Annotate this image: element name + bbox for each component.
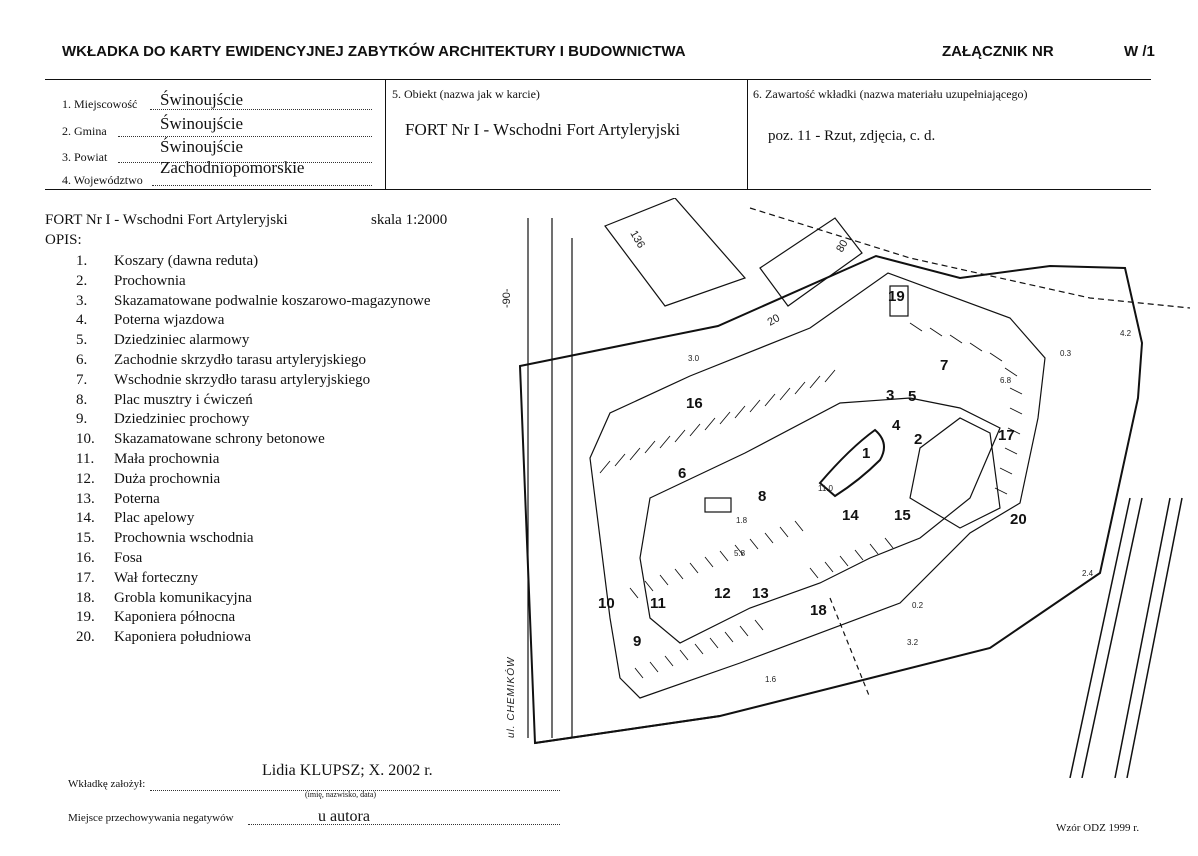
- elevation-label: 6.8: [1000, 376, 1012, 385]
- map-number-15: 15: [894, 507, 911, 524]
- field-powiat-label: 3. Powiat: [62, 150, 108, 164]
- contents-label: 6. Zawartość wkładki (nazwa materiału uzupełniającego): [753, 87, 1028, 101]
- east-terrace-hatching: [910, 323, 1022, 494]
- legend-item-number: 11.: [76, 451, 95, 467]
- field-miejscowosc-value: Świnoujście: [160, 90, 244, 109]
- legend-item: [76, 272, 186, 291]
- legend-item-text: Skazamatowane schrony betonowe: [114, 431, 325, 448]
- legend-item-text: Mała prochownia: [114, 451, 220, 467]
- legend-item-number: 4.: [76, 312, 88, 329]
- elevation-label: 20: [765, 312, 783, 329]
- legend-item: [76, 608, 235, 627]
- legend-item-number: 9.: [76, 411, 88, 428]
- elevation-label: 5.8: [734, 549, 746, 558]
- legend-item-number: 2.: [76, 272, 88, 289]
- legend-item-number: 20.: [76, 629, 95, 646]
- road-block-east: [760, 218, 862, 306]
- storage-label: Miejsce przechowywania negatywów: [68, 812, 234, 824]
- legend-item: [76, 292, 431, 311]
- legend-item-number: 5.: [76, 332, 88, 349]
- legend-item: [76, 371, 370, 390]
- map-number-7: 7: [940, 357, 949, 374]
- map-number-20: 20: [1010, 511, 1027, 528]
- legend-item-text: Fosa: [114, 550, 143, 566]
- elevation-label: 3.2: [907, 638, 919, 647]
- field-wojewodztwo-value: Zachodniopomorskie: [160, 158, 305, 177]
- east-terrace-outline: [910, 418, 1000, 528]
- map-number-5: 5: [908, 388, 917, 405]
- south-boundary: [535, 716, 720, 743]
- attachment-label: ZAŁĄCZNIK NR: [942, 43, 1054, 60]
- plan-title: FORT Nr I - Wschodni Fort Artyleryjski: [45, 212, 288, 228]
- legend-item-number: 12.: [76, 470, 95, 487]
- legend-item: [76, 331, 249, 350]
- map-number-4: 4: [892, 417, 901, 434]
- legend-item-number: 19.: [76, 609, 95, 626]
- map-number-16: 16: [686, 395, 703, 412]
- legend-item-number: 6.: [76, 352, 88, 368]
- road-block-west: [605, 198, 745, 306]
- legend-item: [76, 589, 252, 608]
- legend-item: [76, 391, 253, 410]
- form-divider-2: [747, 79, 748, 189]
- legend-item-number: 17.: [76, 569, 95, 586]
- form-top-rule: [45, 79, 1151, 80]
- legend-item-text: Wał forteczny: [114, 569, 199, 586]
- legend-item-text: Plac musztry i ćwiczeń: [114, 391, 253, 408]
- map-number-9: 9: [633, 633, 642, 650]
- founder-label: Wkładkę założył:: [68, 778, 146, 790]
- legend-item-text: Dziedziniec prochowy: [114, 411, 250, 428]
- elevation-label: 3.0: [688, 354, 700, 363]
- storage-line: [248, 823, 560, 825]
- rail-line-3: [1115, 498, 1170, 778]
- form-bottom-rule: [45, 189, 1151, 190]
- map-number-2: 2: [914, 431, 923, 448]
- legend-item-text: Prochownia wschodnia: [114, 530, 254, 547]
- legend-item-text: Koszary (dawna reduta): [114, 253, 259, 269]
- field-gmina-label: 2. Gmina: [62, 124, 107, 138]
- object-label: 5. Obiekt (nazwa jak w karcie): [392, 87, 540, 101]
- legend-item-text: Poterna: [114, 490, 160, 507]
- legend-item: [76, 628, 251, 647]
- sheet-number: W /1: [1124, 43, 1155, 60]
- map-number-1: 1: [862, 445, 871, 462]
- elevation-label: 11.0: [818, 484, 833, 493]
- legend-item-text: Plac apelowy: [114, 510, 195, 527]
- map-number-17: 17: [998, 427, 1015, 444]
- legend-item-text: Kaponiera południowa: [114, 629, 252, 646]
- map-number-19: 19: [888, 288, 905, 305]
- elevation-label: 80: [834, 237, 851, 255]
- legend-item-text: Zachodnie skrzydło tarasu artyleryjskiego: [114, 352, 366, 368]
- moat-hatching: [635, 620, 763, 678]
- legend-item: [76, 549, 142, 568]
- legend-item-number: 7.: [76, 371, 88, 388]
- west-terrace-hatching: [600, 370, 835, 473]
- legend-item-text: Kaponiera północna: [114, 609, 236, 626]
- legend-item: [76, 450, 219, 469]
- elevation-label: 1.8: [736, 516, 748, 525]
- legend-item: [76, 490, 160, 509]
- map-number-12: 12: [714, 585, 731, 602]
- field-wojewodztwo-label: 4. Województwo: [62, 173, 143, 187]
- plan-scale: skala 1:2000: [371, 212, 448, 228]
- site-boundary: [520, 256, 1142, 743]
- rail-line-2: [1082, 498, 1142, 778]
- legend-item: [76, 470, 220, 489]
- elevation-label: 136: [627, 228, 647, 251]
- form-divider-1: [385, 79, 386, 189]
- legend-item-text: Prochownia: [114, 272, 186, 289]
- field-miejscowosc-label: 1. Miejscowość: [62, 97, 138, 111]
- legend-item-number: 16.: [76, 550, 95, 566]
- founder-value: Lidia KLUPSZ; X. 2002 r.: [262, 762, 433, 779]
- field-gmina-line: [118, 135, 372, 137]
- street-name: ul. CHEMIKÓW: [506, 656, 517, 738]
- legend-item-number: 3.: [76, 292, 88, 309]
- desc-label: OPIS:: [45, 232, 82, 248]
- legend-item-number: 13.: [76, 490, 95, 507]
- map-number-14: 14: [842, 507, 859, 524]
- legend-item-text: Wschodnie skrzydło tarasu artyleryjskiego: [114, 371, 371, 388]
- site-plan: [490, 198, 1198, 778]
- legend-item-text: Skazamatowane podwalnie koszarowo-magazynowe: [114, 292, 431, 309]
- form-version: Wzór ODZ 1999 r.: [1056, 822, 1140, 834]
- legend-item-number: 10.: [76, 431, 95, 448]
- map-number-10: 10: [598, 595, 615, 612]
- elevation-label: 1.6: [765, 675, 777, 684]
- legend-item-number: 15.: [76, 530, 95, 547]
- rail-line-4: [1127, 498, 1182, 778]
- map-number-18: 18: [810, 602, 827, 619]
- storage-value: u autora: [318, 808, 370, 825]
- map-number-6: 6: [678, 465, 687, 482]
- legend-item-text: Dziedziniec alarmowy: [114, 332, 250, 349]
- field-powiat-value: Świnoujście: [160, 137, 244, 156]
- elevation-label: 2.4: [1082, 569, 1094, 578]
- elevation-label: -90-: [501, 288, 513, 308]
- legend-item-number: 1.: [76, 253, 88, 269]
- map-number-13: 13: [752, 585, 769, 602]
- legend-item: [76, 569, 198, 588]
- map-number-11: 11: [650, 595, 666, 612]
- founder-hint: (imię, nazwisko, data): [305, 790, 377, 799]
- legend-item: [76, 351, 366, 370]
- map-number-3: 3: [886, 387, 895, 404]
- legend-item-text: Duża prochownia: [114, 470, 221, 487]
- small-building: [705, 498, 731, 512]
- map-number-labels: [598, 288, 1027, 650]
- north-dashed-path: [750, 208, 1190, 308]
- rail-line-1: [1070, 498, 1130, 778]
- contents-value: poz. 11 - Rzut, zdjęcia, c. d.: [768, 128, 936, 144]
- document-title: WKŁADKA DO KARTY EWIDENCYJNEJ ZABYTKÓW ARCHITEKTURY I BUDOWNICTWA: [62, 43, 686, 60]
- legend-item: [76, 529, 254, 548]
- field-wojewodztwo-line: [152, 184, 372, 186]
- legend-item-number: 8.: [76, 391, 88, 408]
- legend-item: [76, 311, 224, 330]
- legend-item: [76, 252, 258, 271]
- legend-item-text: Grobla komunikacyjna: [114, 589, 252, 606]
- legend-item: [76, 410, 249, 429]
- legend-item: [76, 509, 194, 528]
- elevation-label: 4.2: [1120, 329, 1132, 338]
- elevation-label: 0.2: [912, 601, 924, 610]
- legend-item: [76, 430, 325, 449]
- legend-item-number: 18.: [76, 589, 95, 606]
- field-gmina-value: Świnoujście: [160, 114, 244, 133]
- object-value: FORT Nr I - Wschodni Fort Artyleryjski: [405, 120, 681, 139]
- legend-item-number: 14.: [76, 510, 95, 527]
- legend-item-text: Poterna wjazdowa: [114, 312, 225, 329]
- elevation-label: 0.3: [1060, 349, 1072, 358]
- map-number-8: 8: [758, 488, 767, 505]
